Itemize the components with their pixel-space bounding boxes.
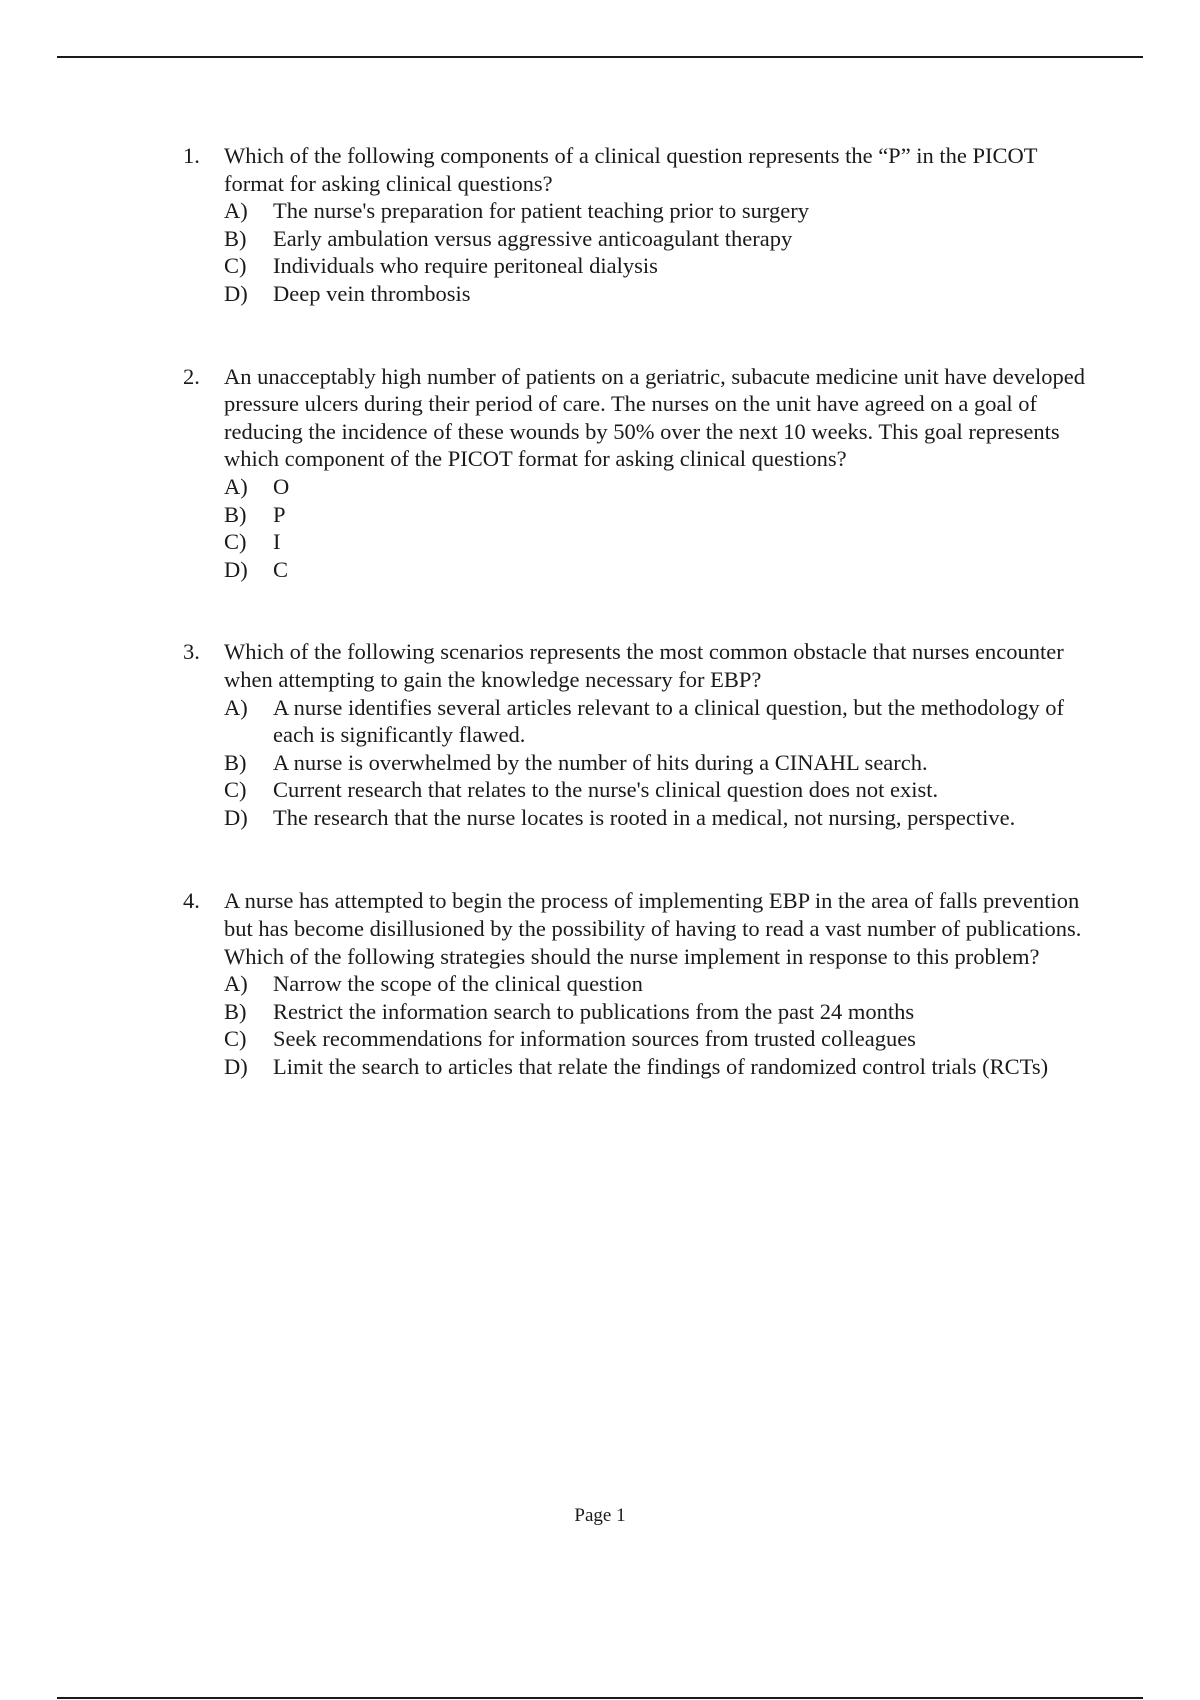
option-text: I bbox=[273, 529, 281, 555]
question-1 bbox=[183, 142, 1090, 308]
question-stem: A nurse has attempted to begin the process of implementing EBP in the area of falls prevention but has become disillusioned by the possibility of having to read a vast number of publications. Which of the following strategies should the nurse implement in response to this problem? bbox=[224, 888, 1082, 969]
question-number: 2. bbox=[183, 363, 200, 389]
option-text: Narrow the scope of the clinical question bbox=[273, 971, 643, 997]
option-letter: B) bbox=[224, 225, 247, 251]
option-text: A nurse identifies several articles relevant to a clinical question, but the methodology of each is significantly flawed. bbox=[273, 694, 1065, 748]
page-number: Page 1 bbox=[574, 1505, 626, 1526]
option-b bbox=[224, 749, 1090, 777]
option-letter: D) bbox=[224, 556, 248, 582]
option-d bbox=[224, 1053, 1090, 1081]
option-c bbox=[224, 776, 1090, 804]
option-c bbox=[224, 1025, 1090, 1053]
answer-options bbox=[224, 197, 1090, 307]
question-number: 4. bbox=[183, 888, 200, 914]
option-letter: C) bbox=[224, 777, 247, 803]
option-text: Restrict the information search to publications from the past 24 months bbox=[273, 998, 915, 1024]
option-b bbox=[224, 225, 1090, 253]
option-letter: C) bbox=[224, 1026, 247, 1052]
option-text: C bbox=[273, 556, 289, 582]
option-b bbox=[224, 998, 1090, 1026]
option-c bbox=[224, 252, 1090, 280]
option-a bbox=[224, 197, 1090, 225]
option-letter: B) bbox=[224, 749, 247, 775]
question-stem: Which of the following scenarios represents the most common obstacle that nurses encounter when attempting to gain the knowledge necessary for EBP? bbox=[224, 639, 1064, 692]
option-a bbox=[224, 694, 1090, 749]
question-stem: Which of the following components of a clinical question represents the “P” in the PICOT format for asking clinical questions? bbox=[224, 143, 1038, 196]
option-letter: C) bbox=[224, 529, 247, 555]
option-letter: C) bbox=[224, 253, 247, 279]
option-text: The nurse's preparation for patient teaching prior to surgery bbox=[273, 198, 809, 224]
question-list bbox=[183, 142, 1090, 1136]
option-letter: B) bbox=[224, 501, 247, 527]
header-rule bbox=[57, 56, 1143, 58]
option-letter: B) bbox=[224, 998, 247, 1024]
option-letter: A) bbox=[224, 971, 248, 997]
option-a bbox=[224, 970, 1090, 998]
option-d bbox=[224, 556, 1090, 584]
answer-options bbox=[224, 473, 1090, 583]
option-d bbox=[224, 804, 1090, 832]
option-letter: A) bbox=[224, 694, 248, 720]
option-text: Deep vein thrombosis bbox=[273, 280, 471, 306]
option-text: The research that the nurse locates is rooted in a medical, not nursing, perspective. bbox=[273, 804, 1016, 830]
option-letter: A) bbox=[224, 473, 248, 499]
footer-rule bbox=[57, 1697, 1143, 1699]
option-text: P bbox=[273, 501, 286, 527]
answer-options bbox=[224, 970, 1090, 1080]
option-c bbox=[224, 528, 1090, 556]
question-stem: An unacceptably high number of patients on a geriatric, subacute medicine unit have developed pressure ulcers during their period of care. The nurses on the unit have agreed on a goal of reducing the incidence of these wounds by 50% over the next 10 weeks. This goal represents which component of the PICOT format for asking clinical questions? bbox=[224, 363, 1085, 472]
question-4 bbox=[183, 887, 1090, 1080]
page-footer bbox=[0, 1504, 1200, 1528]
option-text: Early ambulation versus aggressive anticoagulant therapy bbox=[273, 225, 793, 251]
option-letter: D) bbox=[224, 1054, 248, 1080]
option-text: O bbox=[273, 473, 290, 499]
question-2 bbox=[183, 363, 1090, 584]
option-text: Seek recommendations for information sources from trusted colleagues bbox=[273, 1026, 916, 1052]
answer-options bbox=[224, 694, 1090, 832]
option-b bbox=[224, 501, 1090, 529]
option-text: Limit the search to articles that relate the findings of randomized control trials (RCTs) bbox=[273, 1054, 1049, 1080]
option-text: Individuals who require peritoneal dialysis bbox=[273, 253, 658, 279]
option-letter: D) bbox=[224, 280, 248, 306]
option-text: Current research that relates to the nurse's clinical question does not exist. bbox=[273, 777, 939, 803]
option-text: A nurse is overwhelmed by the number of hits during a CINAHL search. bbox=[273, 749, 928, 775]
question-number: 3. bbox=[183, 639, 200, 665]
question-number: 1. bbox=[183, 143, 200, 168]
option-d bbox=[224, 280, 1090, 308]
option-letter: A) bbox=[224, 198, 248, 224]
option-letter: D) bbox=[224, 804, 248, 830]
question-3 bbox=[183, 638, 1090, 831]
option-a bbox=[224, 473, 1090, 501]
